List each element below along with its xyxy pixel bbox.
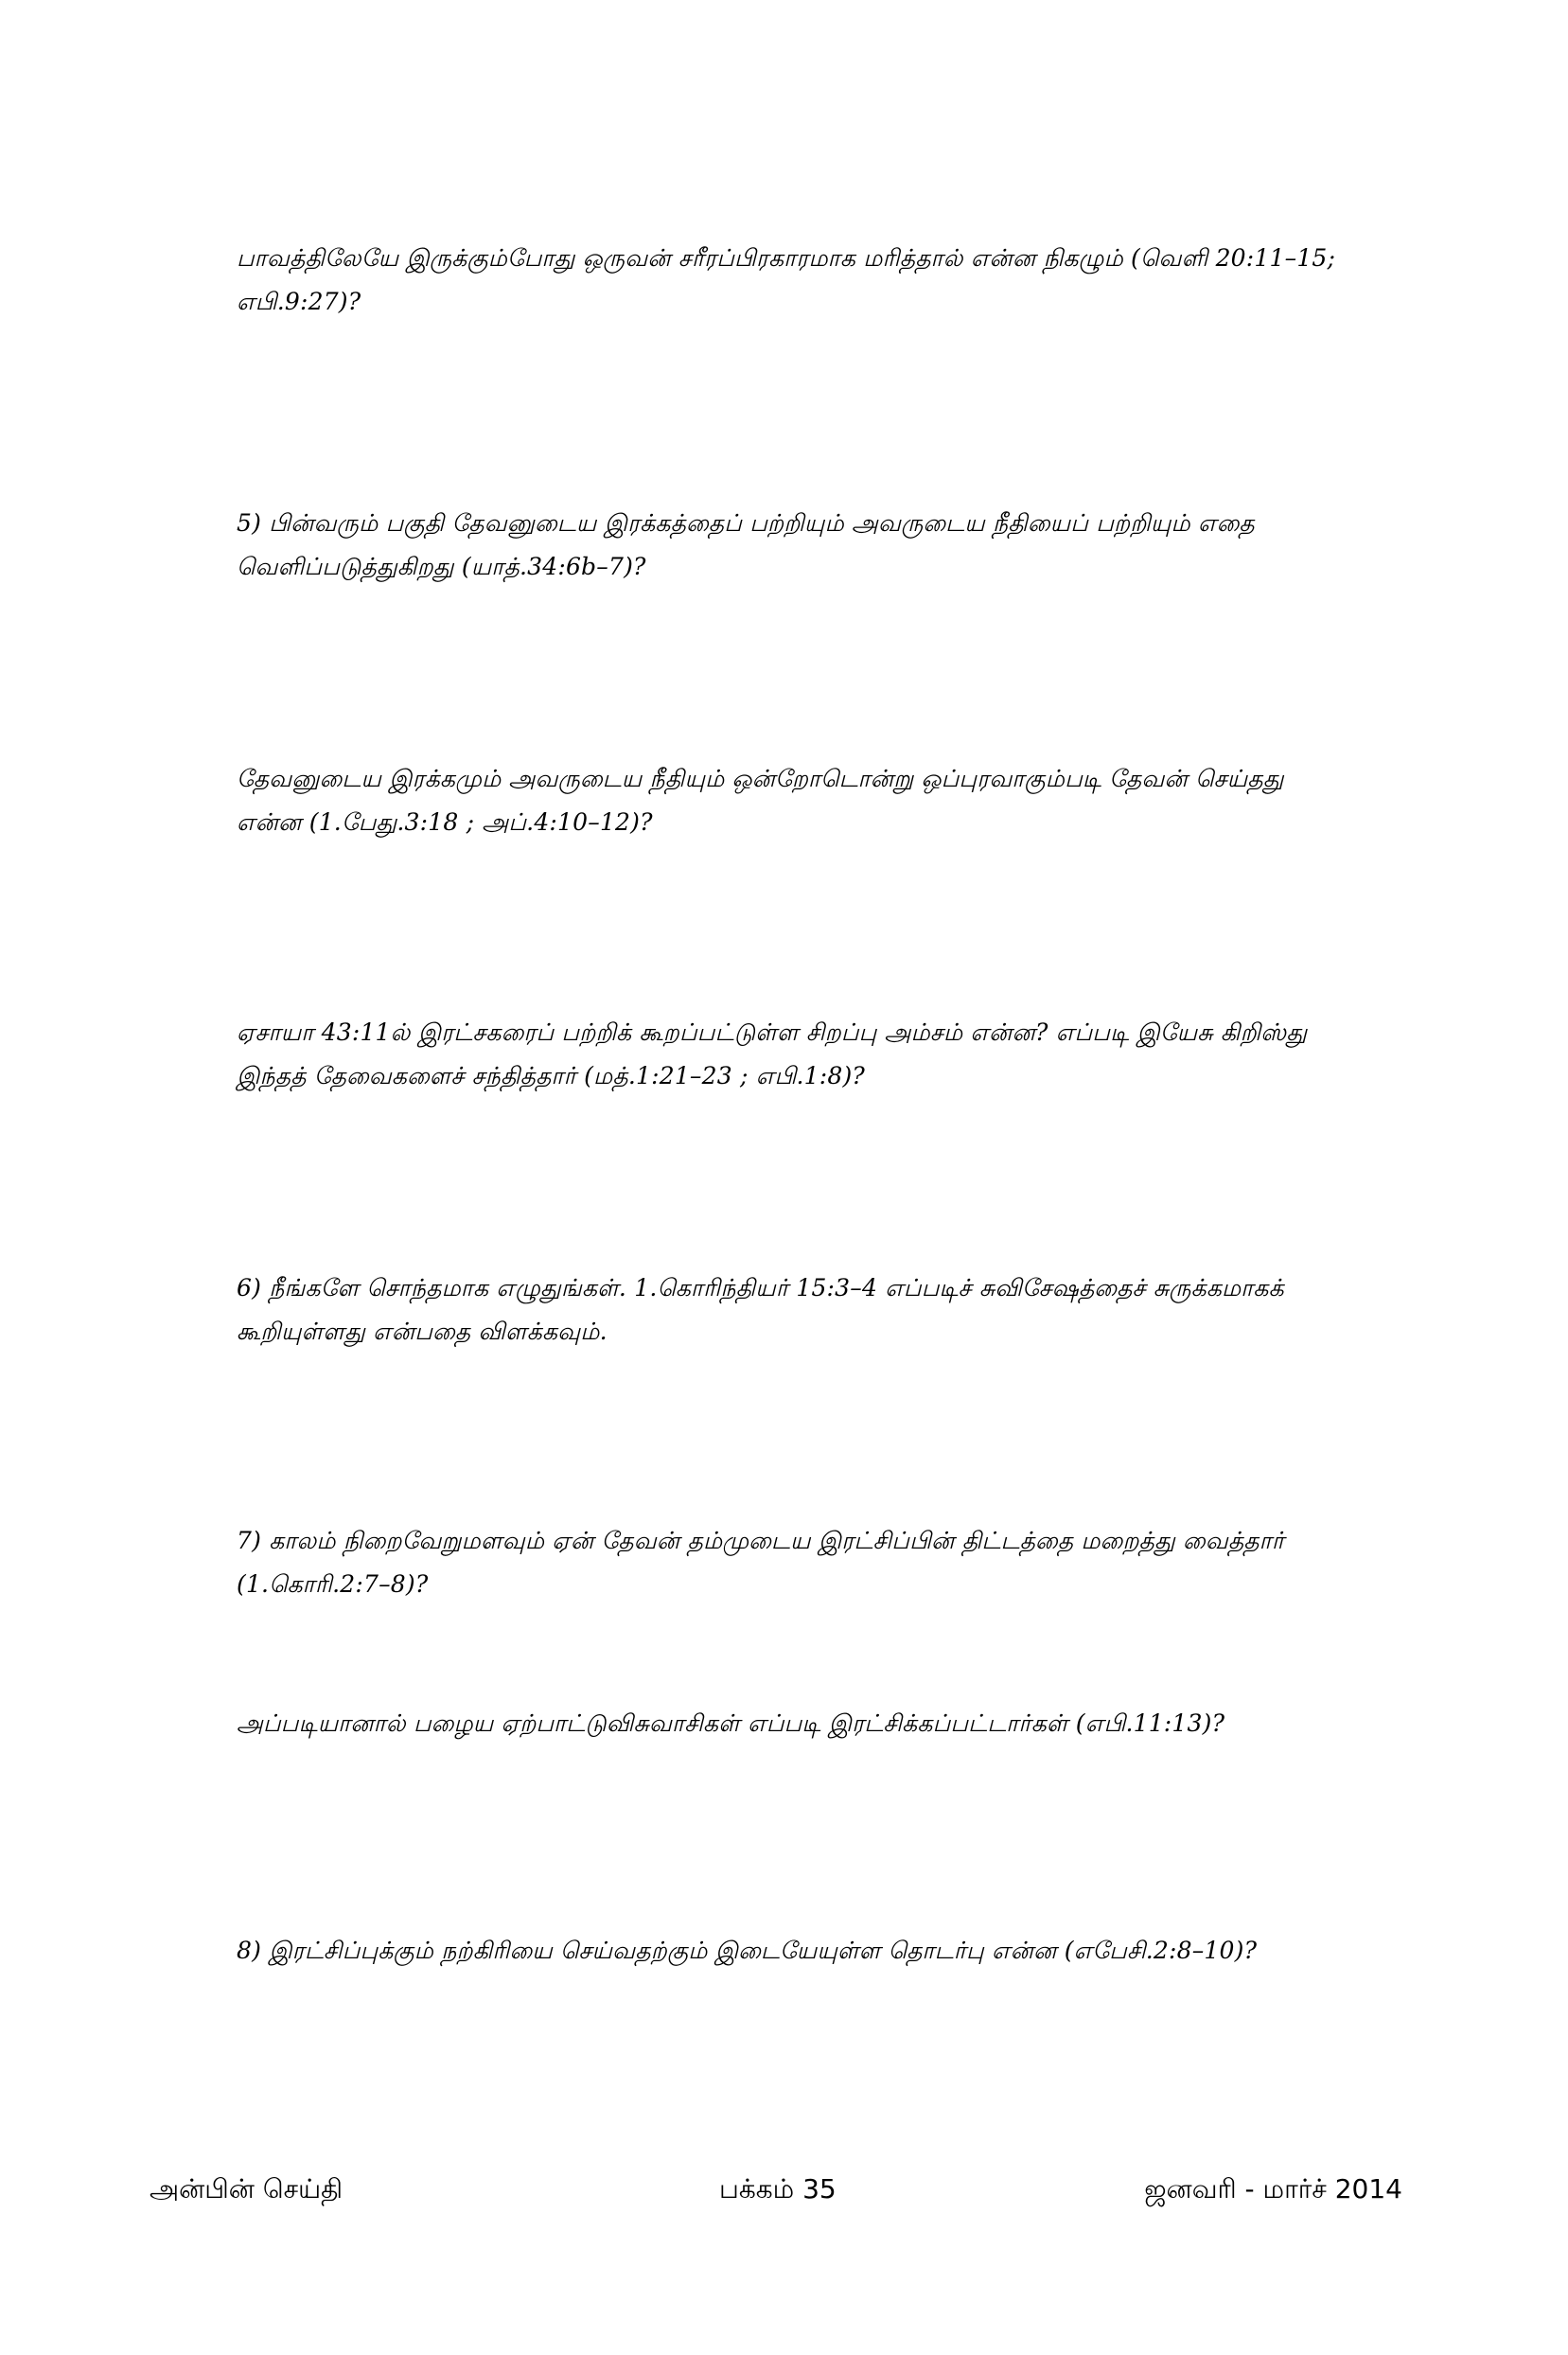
footer-publication: அன்பின் செய்தி xyxy=(150,2173,344,2204)
question-line: என்ன (1.பேது.3:18 ; அப்.4:10–12)? xyxy=(237,808,653,836)
question-line: 7) காலம் நிறைவேறுமளவும் ஏன் தேவன் தம்முடைய இரட்சிப்பின் திட்டத்தை மறைத்து வைத்தார் xyxy=(237,1527,1285,1554)
question-line: கூறியுள்ளது என்பதை விளக்கவும். xyxy=(237,1318,608,1345)
question-line: 5) பின்வரும் பகுதி தேவனுடைய இரக்கத்தைப் பற்றியும் அவருடைய நீதியைப் பற்றியும் எதை xyxy=(237,509,1255,537)
question-line: 6) நீங்களே சொந்தமாக எழுதுங்கள். 1.கொரிந்தியர் 15:3–4 எப்படிச் சுவிசேஷத்தைச் சுருக்கமாகக் xyxy=(237,1274,1284,1301)
question-6 xyxy=(237,1519,1391,1606)
question-line: (1.கொரி.2:7–8)? xyxy=(237,1570,429,1598)
question-line: 8) இரட்சிப்புக்கும் நற்கிரியை செய்வதற்கும் இடையேயுள்ள தொடர்பு என்ன (எபேசி.2:8–10)? xyxy=(237,1937,1258,1964)
question-line: ஏசாயா 43:11ல் இரட்சகரைப் பற்றிக் கூறப்பட்டுள்ள சிறப்பு அம்சம் என்ன? எப்படி இயேசு கிறிஸ்து xyxy=(237,1018,1308,1046)
question-4 xyxy=(237,1011,1391,1098)
footer-date: ஜனவரி - மார்ச் 2014 xyxy=(1144,2173,1402,2204)
question-3 xyxy=(237,757,1391,844)
question-7 xyxy=(237,1702,1391,1745)
question-2 xyxy=(237,502,1391,589)
question-5 xyxy=(237,1266,1391,1354)
page-footer xyxy=(0,2173,1568,2215)
question-line: எபி.9:27)? xyxy=(237,288,361,315)
question-line: தேவனுடைய இரக்கமும் அவருடைய நீதியும் ஒன்றோடொன்று ஒப்புரவாகும்படி தேவன் செய்தது xyxy=(237,765,1284,792)
question-8 xyxy=(237,1929,1391,1973)
question-line: வெளிப்படுத்துகிறது (யாத்.34:6b–7)? xyxy=(237,553,646,580)
question-1 xyxy=(237,237,1391,324)
question-line: இந்தத் தேவைகளைச் சந்தித்தார் (மத்.1:21–23 ; எபி.1:8)? xyxy=(237,1062,866,1089)
question-line: அப்படியானால் பழைய ஏற்பாட்டுவிசுவாசிகள் எப்படி இரட்சிக்கப்பட்டார்கள் (எபி.11:13)? xyxy=(237,1709,1225,1737)
question-line: பாவத்திலேயே இருக்கும்போது ஒருவன் சரீரப்பிரகாரமாக மரித்தால் என்ன நிகழும் (வெளி 20:11–15; xyxy=(237,244,1336,272)
footer-page-number: பக்கம் 35 xyxy=(719,2173,837,2204)
